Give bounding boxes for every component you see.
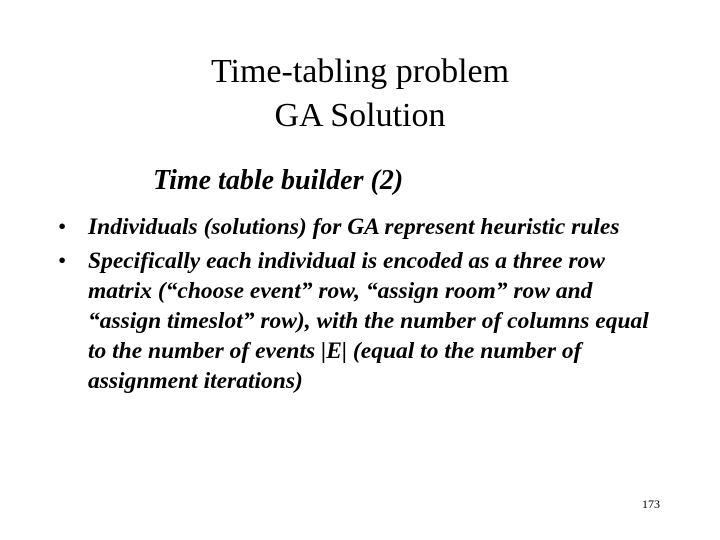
bullet-text: Specifically each individual is encoded as a three row matrix (“choose event” row, “assign room” row and “assign timeslot” row), with the number of columns equal to the number of events |E| (equal to the number of assignment iterations) bbox=[88, 248, 649, 394]
bullet-marker: • bbox=[58, 214, 67, 240]
bullet-item bbox=[58, 246, 668, 396]
bullet-text: Individuals (solutions) for GA represent heuristic rules bbox=[88, 214, 620, 240]
slide-title bbox=[0, 50, 720, 138]
bullet-marker: • bbox=[58, 248, 67, 274]
title-line-2: GA Solution bbox=[274, 97, 446, 134]
page-number: 173 bbox=[642, 497, 660, 511]
slide-subtitle: Time table builder (2) bbox=[153, 165, 404, 196]
title-line-1: Time-tabling problem bbox=[210, 53, 510, 90]
bullet-item bbox=[58, 212, 668, 242]
bullet-list bbox=[58, 212, 668, 400]
